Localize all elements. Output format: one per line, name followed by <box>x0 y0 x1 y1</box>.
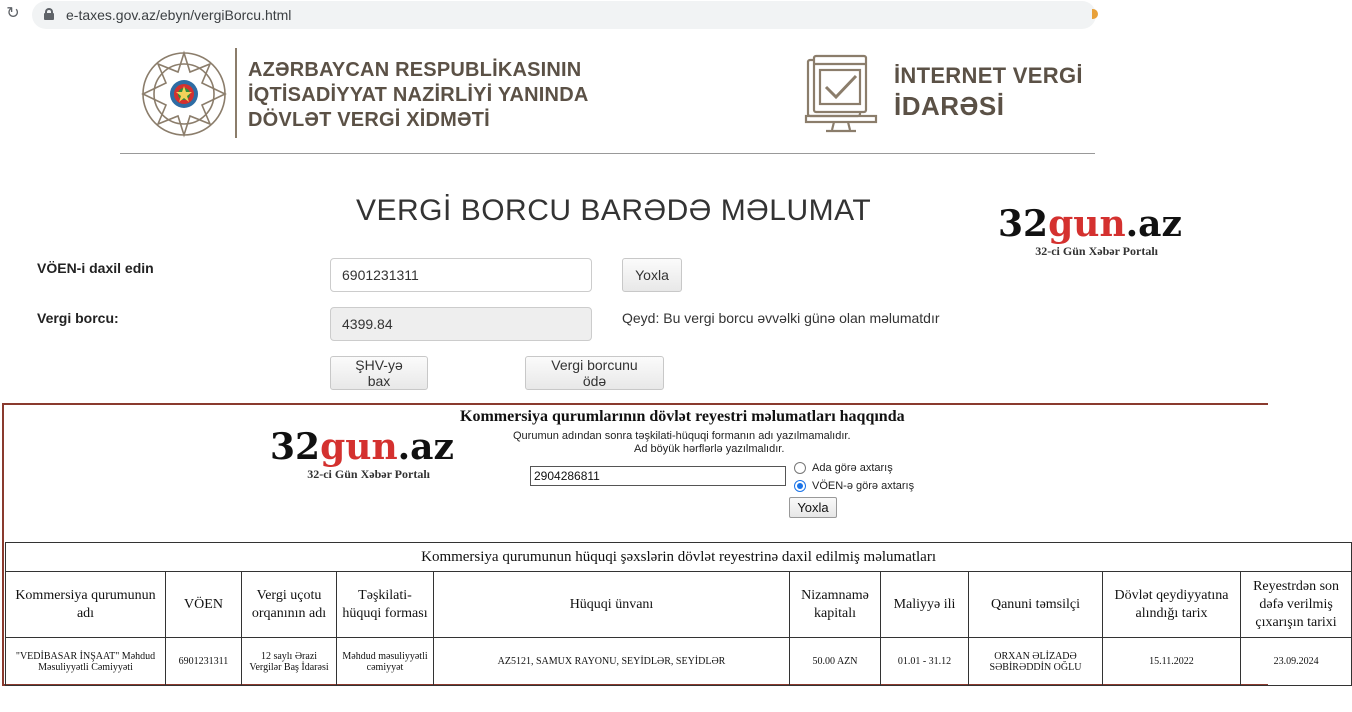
registry-check-button[interactable]: Yoxla <box>789 497 837 518</box>
page-title: VERGİ BORCU BARƏDƏ MƏLUMAT <box>356 194 872 227</box>
cell-representative: ORXAN ƏLİZADƏ SƏBİRƏDDİN OĞLU <box>969 638 1103 686</box>
portal-line-1: İNTERNET VERGİ <box>894 63 1083 88</box>
registry-title: Kommersiya qurumlarının dövlət reyestri məlumatları haqqında <box>460 408 905 425</box>
cell-company-name: "VEDİBASAR İNŞAAT" Məhdud Məsuliyyətli Cəmiyyəti <box>6 638 166 686</box>
ministry-line: AZƏRBAYCAN RESPUBLİKASININ <box>248 59 582 81</box>
watermark-tagline: 32-ci Gün Xəbər Portalı <box>307 467 430 481</box>
column-header: VÖEN <box>166 572 242 638</box>
cell-registration-date: 15.11.2022 <box>1103 638 1241 686</box>
radio-button-selected[interactable] <box>794 480 806 492</box>
cell-fiscal-year: 01.01 - 31.12 <box>881 638 969 686</box>
reload-icon[interactable]: ↻ <box>6 5 20 22</box>
column-header: Vergi uçotu orqanının adı <box>242 572 337 638</box>
column-header: Qanuni təmsilçi <box>969 572 1103 638</box>
registry-table <box>5 542 1352 686</box>
debt-note: Qeyd: Bu vergi borcu əvvəlki günə olan məlumatdır <box>622 310 940 326</box>
header-underline <box>120 153 1095 154</box>
column-header: Kommersiya qurumunun adı <box>6 572 166 638</box>
browser-toolbar <box>0 0 1272 30</box>
column-header: Maliyyə ili <box>881 572 969 638</box>
ministry-line: DÖVLƏT VERGİ XİDMƏTİ <box>248 109 490 131</box>
cell-legal-form: Məhdud məsuliyyətli cəmiyyət <box>337 638 434 686</box>
radio-search-by-voen[interactable] <box>794 480 914 492</box>
check-debt-button[interactable]: Yoxla <box>622 258 682 292</box>
extension-icon[interactable] <box>1092 9 1098 19</box>
watermark-logo: 32gun.az 32-ci Gün Xəbər Portalı <box>270 426 454 481</box>
column-header: Hüquqi ünvanı <box>434 572 790 638</box>
table-row <box>6 638 1352 686</box>
registry-hint-2: Ad böyük hərflərlə yazılmalıdır. <box>634 443 785 455</box>
watermark-logo: 32gun.az 32-ci Gün Xəbər Portalı <box>998 203 1182 258</box>
cell-capital: 50.00 AZN <box>790 638 881 686</box>
registry-search-input[interactable] <box>530 466 786 486</box>
radio-button[interactable] <box>794 462 806 474</box>
column-header: Dövlət qeydiyyatına alındığı tarix <box>1103 572 1241 638</box>
table-header-row <box>6 572 1352 638</box>
address-bar[interactable] <box>32 1 1096 29</box>
voen-input[interactable] <box>330 258 592 292</box>
header-divider <box>235 48 237 138</box>
pay-debt-button[interactable]: Vergi borcunu ödə <box>525 356 664 390</box>
radio-search-by-name[interactable] <box>794 462 893 474</box>
debt-output <box>330 307 592 341</box>
registry-hint-1: Qurumun adından sonra təşkilati-hüquqi formanın adı yazılmamalıdır. <box>513 430 851 442</box>
shv-button[interactable]: ŞHV-yə bax <box>330 356 428 390</box>
voen-label: VÖEN-i daxil edin <box>37 260 154 276</box>
column-header: Reyestrdən son dəfə verilmiş çıxarışın tarixi <box>1241 572 1352 638</box>
portal-line-2: İDARƏSİ <box>894 91 1005 121</box>
url-text[interactable]: e-taxes.gov.az/ebyn/vergiBorcu.html <box>66 7 292 23</box>
cell-voen: 6901231311 <box>166 638 242 686</box>
state-emblem-icon <box>140 50 228 138</box>
debt-label: Vergi borcu: <box>37 310 119 326</box>
portal-name <box>894 62 1083 122</box>
column-header: Nizamnamə kapitalı <box>790 572 881 638</box>
cell-tax-office: 12 saylı Ərazi Vergilər Baş İdarəsi <box>242 638 337 686</box>
column-header: Təşkilati-hüquqi forması <box>337 572 434 638</box>
cell-address: AZ5121, SAMUX RAYONU, SEYİDLƏR, SEYİDLƏR <box>434 638 790 686</box>
radio-label: VÖEN-ə görə axtarış <box>812 480 915 492</box>
monitor-check-icon <box>804 54 878 134</box>
ministry-name <box>248 58 589 133</box>
ministry-line: İQTİSADİYYAT NAZİRLİYİ YANINDA <box>248 84 589 106</box>
cell-extract-date: 23.09.2024 <box>1241 638 1352 686</box>
watermark-tagline: 32-ci Gün Xəbər Portalı <box>1035 244 1158 258</box>
radio-label: Ada görə axtarış <box>812 462 893 474</box>
table-caption: Kommersiya qurumunun hüquqi şəxslərin dövlət reyestrinə daxil edilmiş məlumatları <box>6 543 1352 572</box>
lock-icon[interactable] <box>44 8 54 20</box>
